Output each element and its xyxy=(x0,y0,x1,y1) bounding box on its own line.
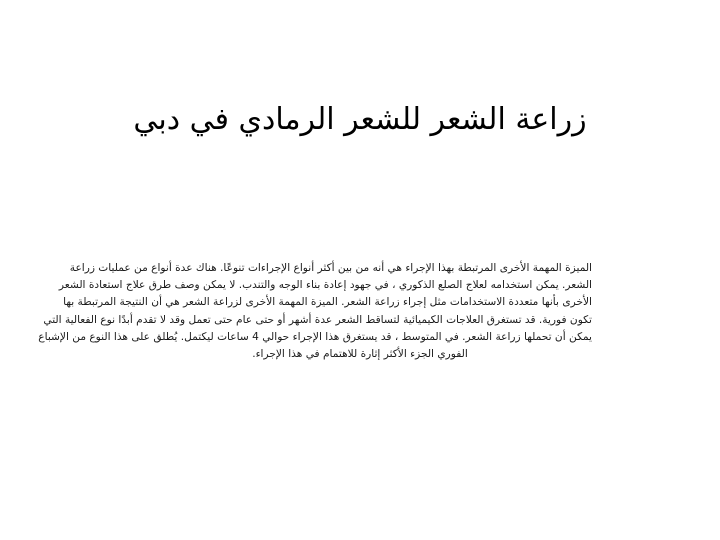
body-line: الميزة المهمة الأخرى المرتبطة بهذا الإجراء هي أنه من بين أكثر أنواع الإجراءات تنوعًا. هناك عدة أنواع من عمليات زراعة xyxy=(69,262,592,274)
body-line: الشعر. يمكن استخدامه لعلاج الصلع الذكوري ، في جهود إعادة بناء الوجه والتندب. لا يمكن وصف طرق علاج استعادة الشعر xyxy=(58,279,592,292)
slide-body-text xyxy=(38,260,592,363)
body-line: يمكن أن تحملها زراعة الشعر. في المتوسط ، قد يستغرق هذا الإجراء حوالي 4 ساعات ليكتمل. يُطلق على هذا النوع من الإشباع xyxy=(38,330,592,343)
body-line: الفوري الجزء الأكثر إثارة للاهتمام في هذا الإجراء. xyxy=(252,348,468,361)
body-line: الأخرى بأنها متعددة الاستخدامات مثل إجراء زراعة الشعر. الميزة المهمة الأخرى لزراعة الشعر هي أن النتيجة المرتبطة بها xyxy=(63,296,592,309)
body-line: تكون فورية. قد تستغرق العلاجات الكيميائية لتساقط الشعر عدة أشهر أو حتى عام حتى تعمل وقد لا تقدم أبدًا نوع الفعالية التي xyxy=(43,313,592,326)
slide-title: زراعة الشعر للشعر الرمادي في دبي xyxy=(133,102,587,137)
